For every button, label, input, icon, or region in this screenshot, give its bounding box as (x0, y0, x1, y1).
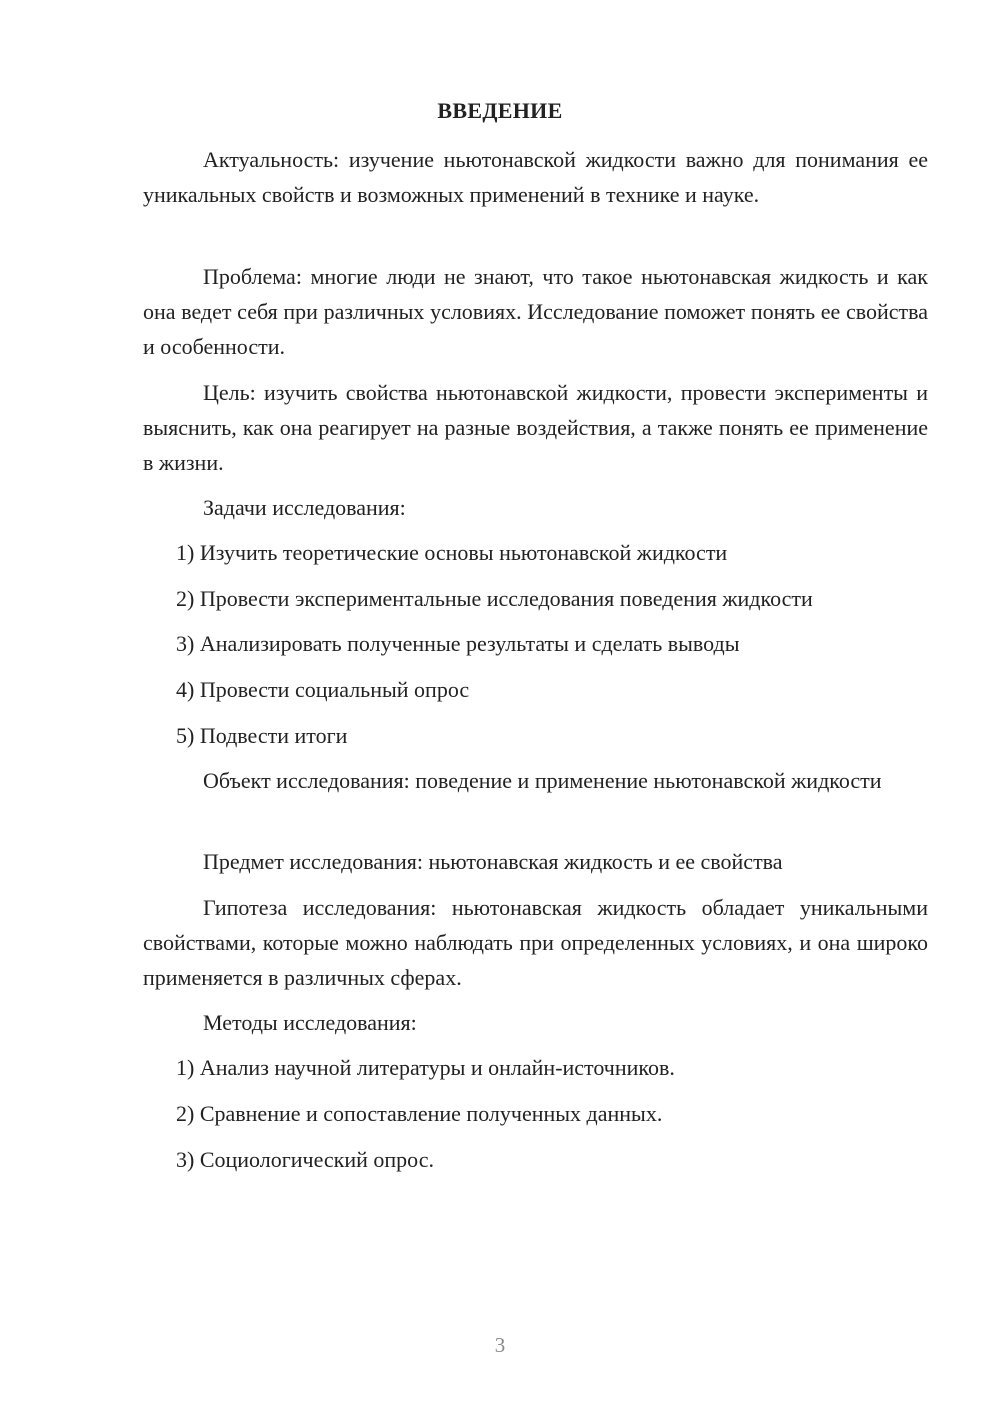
task-item-3: 3) Анализировать полученные результаты и сделать выводы (176, 631, 740, 656)
task-item-2: 2) Провести экспериментальные исследования поведения жидкости (176, 586, 813, 611)
paragraph-relevance: Актуальность: изучение ньютонавской жидкости важно для понимания ее уникальных свойств и возможных применений в технике и науке. (143, 147, 928, 207)
page-title: ВВЕДЕНИЕ (437, 98, 563, 123)
method-item-2: 2) Сравнение и сопоставление полученных данных. (176, 1101, 663, 1126)
methods-heading: Методы исследования: (203, 1010, 417, 1035)
paragraph-object: Объект исследования: поведение и применение ньютонавской жидкости (203, 768, 882, 793)
paragraph-hypothesis: Гипотеза исследования: ньютонавская жидкость обладает уникальными свойствами, которые можно наблюдать при определенных условиях, и она широко применяется в различных сферах. (143, 895, 928, 990)
task-item-4: 4) Провести социальный опрос (176, 677, 470, 702)
paragraph-problem: Проблема: многие люди не знают, что такое ньютонавская жидкость и как она ведет себя при различных условиях. Исследование поможет понять ее свойства и особенности. (143, 264, 928, 359)
tasks-heading: Задачи исследования: (203, 495, 406, 520)
page-number: 3 (494, 1333, 506, 1357)
method-item-1: 1) Анализ научной литературы и онлайн-источников. (176, 1055, 675, 1080)
task-item-5: 5) Подвести итоги (176, 723, 348, 748)
paragraph-subject: Предмет исследования: ньютонавская жидкость и ее свойства (203, 849, 783, 874)
method-item-3: 3) Социологический опрос. (176, 1147, 434, 1172)
task-item-1: 1) Изучить теоретические основы ньютонавской жидкости (176, 540, 728, 565)
paragraph-goal: Цель: изучить свойства ньютонавской жидкости, провести эксперименты и выяснить, как она реагирует на разные воздействия, а также понять ее применение в жизни. (143, 380, 928, 475)
